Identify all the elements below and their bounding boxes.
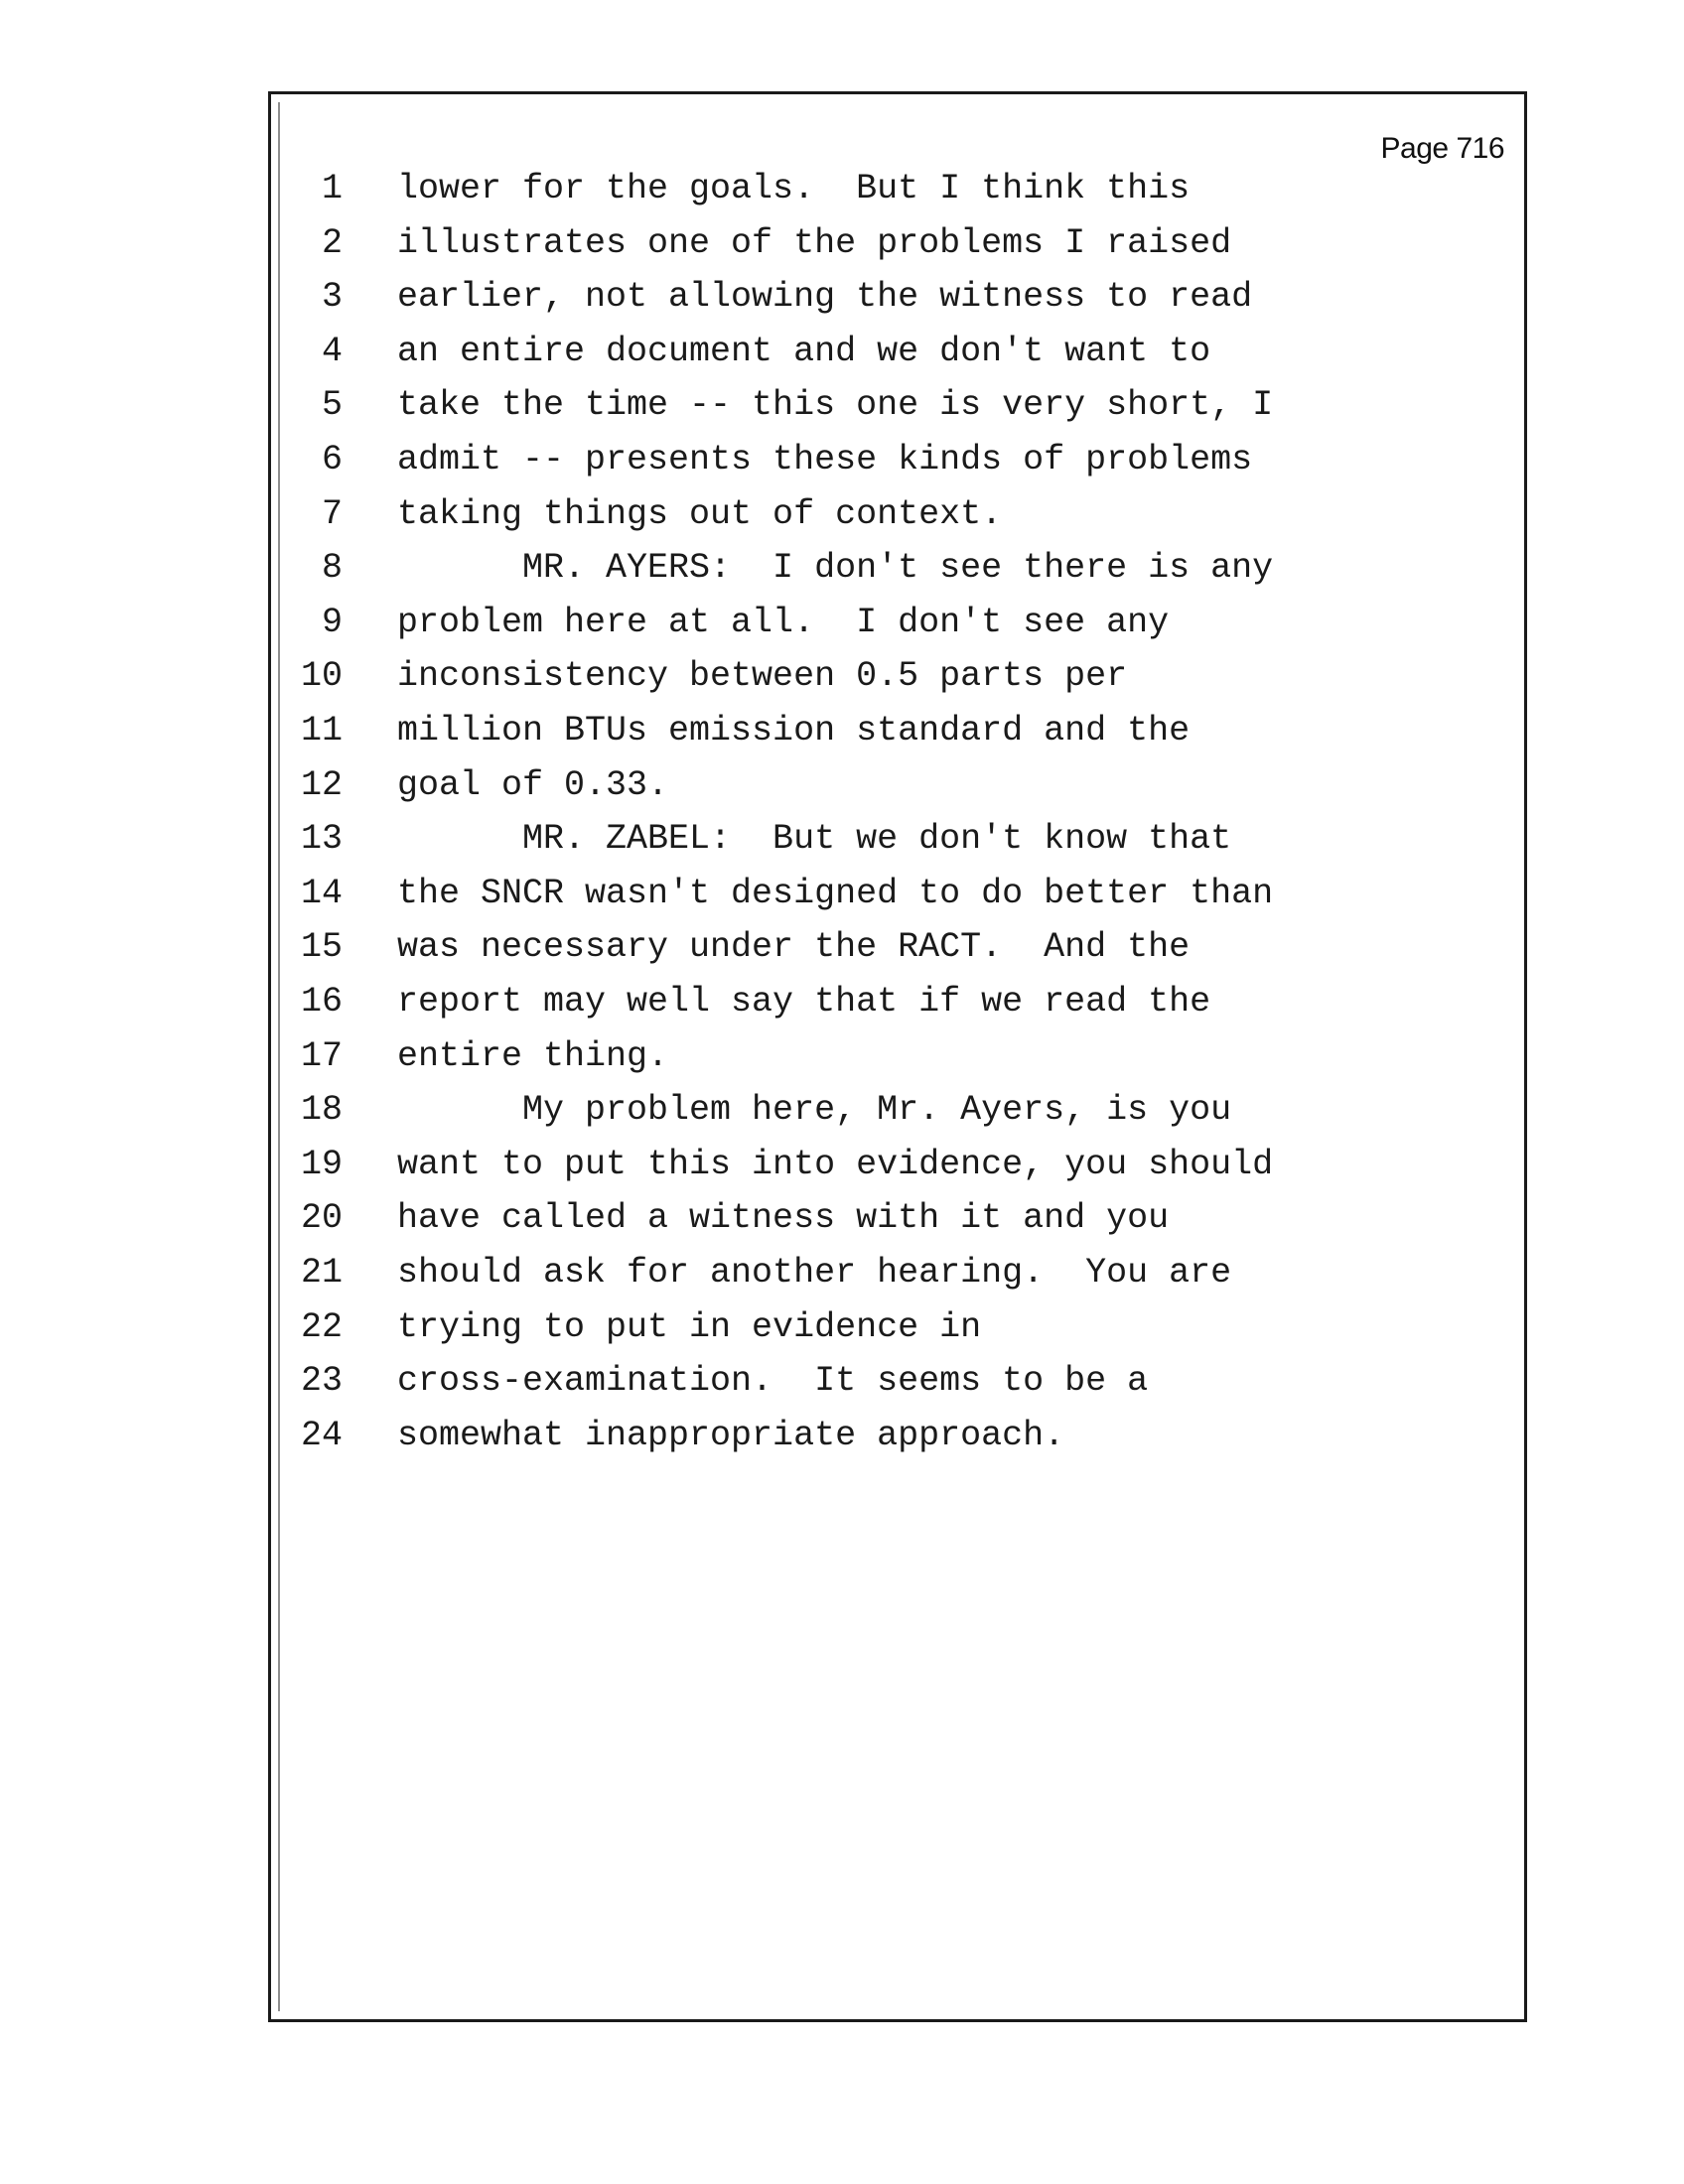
line-number: 5: [321, 385, 343, 426]
transcript-line: [271, 755, 1524, 815]
line-text: have called a witness with it and you: [397, 1198, 1170, 1239]
line-number: 15: [300, 927, 343, 968]
transcript-line: [271, 593, 1524, 652]
line-number: 14: [300, 873, 343, 913]
line-text: illustrates one of the problems I raised: [397, 222, 1232, 263]
transcript-line: [271, 538, 1524, 598]
transcript-line: [271, 1351, 1524, 1411]
line-text: MR. ZABEL: But we don't know that: [397, 819, 1232, 860]
line-number: 7: [321, 493, 343, 534]
line-number: 22: [300, 1306, 343, 1347]
transcript-line: [271, 159, 1524, 218]
transcript-line: [271, 1297, 1524, 1357]
transcript-line: [271, 430, 1524, 489]
line-text: earlier, not allowing the witness to read: [397, 277, 1253, 318]
transcript-page: [268, 91, 1527, 2022]
line-number: 21: [300, 1253, 343, 1293]
line-text: million BTUs emission standard and the: [397, 711, 1191, 751]
line-number: 1: [321, 169, 343, 208]
line-number: 9: [321, 602, 343, 642]
transcript-line: [271, 213, 1524, 273]
line-text: entire thing.: [397, 1035, 669, 1076]
line-number: 17: [300, 1035, 343, 1076]
transcript-line: [271, 1080, 1524, 1140]
transcript-line: [271, 646, 1524, 706]
line-number: 10: [300, 656, 343, 697]
transcript-line: [271, 1243, 1524, 1302]
line-number: 23: [300, 1361, 343, 1402]
line-text: an entire document and we don't want to: [397, 331, 1211, 371]
line-text: problem here at all. I don't see any: [397, 602, 1170, 642]
line-number: 4: [321, 331, 343, 371]
transcript-line: [271, 1135, 1524, 1194]
line-text: taking things out of context.: [397, 493, 1003, 534]
page-number: Page 716: [1380, 132, 1504, 165]
transcript-line: [271, 809, 1524, 869]
line-text: report may well say that if we read the: [397, 982, 1211, 1022]
line-number: 24: [300, 1415, 343, 1455]
line-text: MR. AYERS: I don't see there is any: [397, 548, 1274, 589]
line-text: My problem here, Mr. Ayers, is you: [397, 1090, 1232, 1131]
transcript-line: [271, 484, 1524, 544]
line-text: was necessary under the RACT. And the: [397, 927, 1191, 968]
transcript-line: [271, 1026, 1524, 1086]
line-number: 2: [321, 222, 343, 263]
line-number: 19: [300, 1144, 343, 1184]
line-text: should ask for another hearing. You are: [397, 1253, 1232, 1293]
line-number: 8: [321, 548, 343, 589]
transcript-line: [271, 917, 1524, 977]
line-text: want to put this into evidence, you should: [397, 1144, 1274, 1184]
line-text: goal of 0.33.: [397, 764, 669, 805]
line-text: trying to put in evidence in: [397, 1306, 982, 1347]
line-number: 20: [300, 1198, 343, 1239]
line-text: cross-examination. It seems to be a: [397, 1361, 1149, 1402]
transcript-line: [271, 1406, 1524, 1465]
line-number: 11: [300, 711, 343, 751]
transcript-line: [271, 972, 1524, 1031]
transcript-line: [271, 375, 1524, 435]
transcript-line: [271, 864, 1524, 923]
transcript-line: [271, 267, 1524, 327]
line-number: 13: [300, 819, 343, 860]
line-number: 16: [300, 982, 343, 1022]
line-text: the SNCR wasn't designed to do better than: [397, 873, 1274, 913]
line-text: inconsistency between 0.5 parts per: [397, 656, 1128, 697]
transcript-line: [271, 1188, 1524, 1248]
transcript-lines: [271, 94, 1524, 2019]
line-text: take the time -- this one is very short, I: [397, 385, 1274, 426]
line-number: 12: [300, 764, 343, 805]
line-text: admit -- presents these kinds of problems: [397, 440, 1253, 479]
transcript-line: [271, 701, 1524, 760]
line-number: 18: [300, 1090, 343, 1131]
transcript-line: [271, 322, 1524, 381]
line-text: lower for the goals. But I think this: [397, 169, 1191, 208]
line-number: 3: [321, 277, 343, 318]
line-text: somewhat inappropriate approach.: [397, 1415, 1065, 1455]
line-number: 6: [321, 440, 343, 479]
